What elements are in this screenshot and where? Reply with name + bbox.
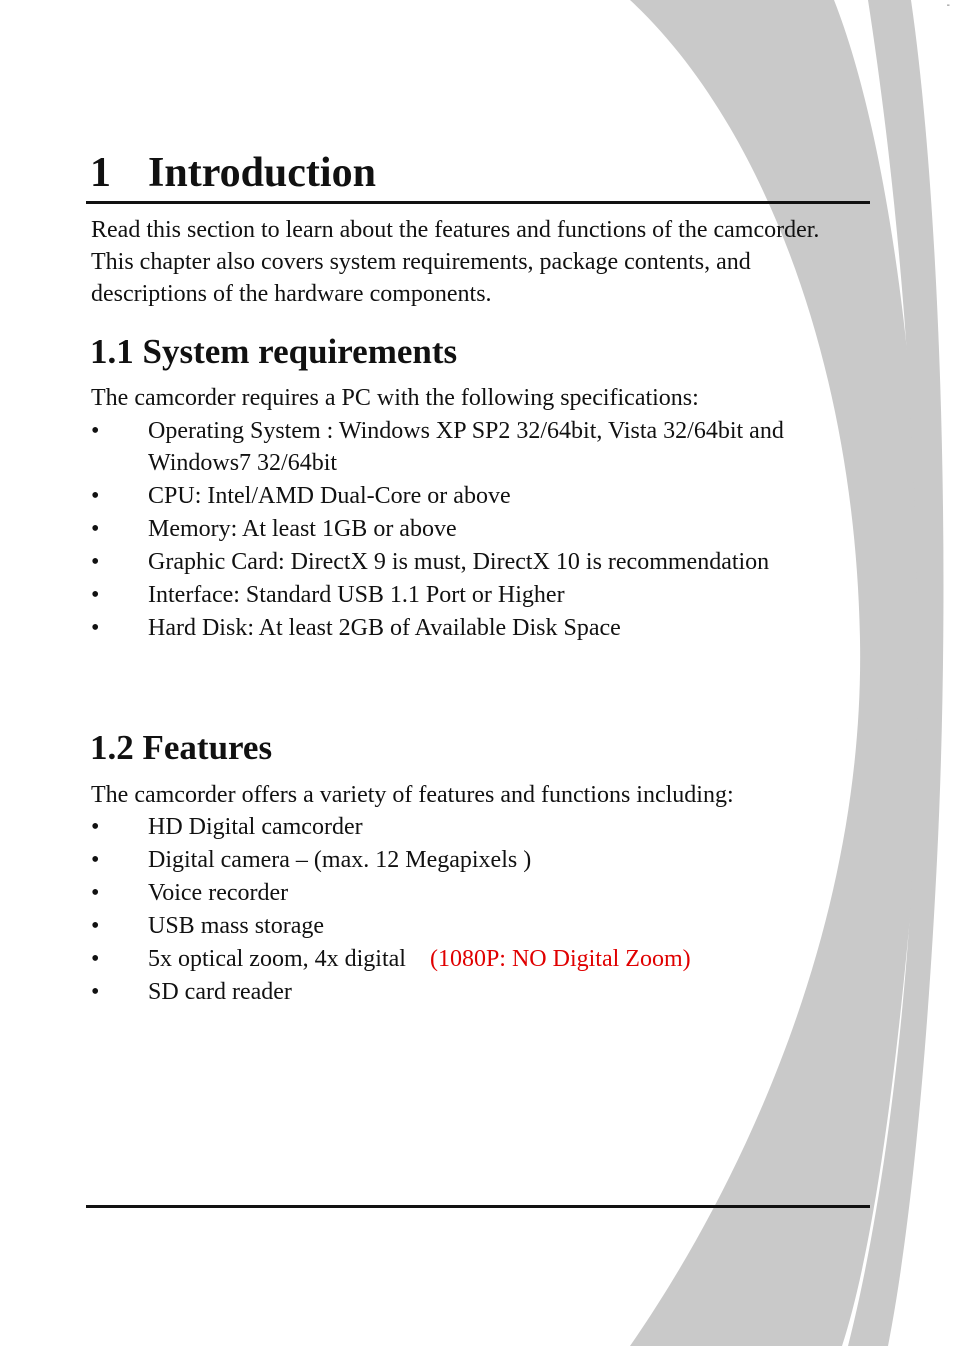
list-item <box>91 480 856 512</box>
list-item <box>91 513 856 545</box>
system-requirements-list <box>91 415 856 644</box>
chapter-intro-paragraph: Read this section to learn about the features and functions of the camcorder. This chapter also covers system requirements, package contents, and descriptions of the hardware components. <box>91 217 820 307</box>
list-item-text: Memory: At least 1GB or above <box>148 516 457 542</box>
list-item-text: HD Digital camcorder <box>148 814 363 840</box>
bullet-icon: • <box>91 847 100 873</box>
list-item <box>91 415 856 479</box>
chapter-title <box>90 148 376 198</box>
features-list <box>91 811 856 1008</box>
list-item <box>91 976 856 1008</box>
bullet-icon: • <box>91 615 100 641</box>
system-requirements-intro: The camcorder requires a PC with the following specifications: <box>91 385 699 411</box>
section-heading-system-requirements: 1.1 System requirements <box>90 332 458 371</box>
bullet-icon: • <box>91 418 100 444</box>
bullet-icon: • <box>91 946 100 972</box>
list-item-text: Digital camera – (max. 12 Megapixels ) <box>148 847 532 873</box>
title-rule <box>86 201 870 204</box>
bullet-icon: • <box>91 979 100 1005</box>
list-item-text: Hard Disk: At least 2GB of Available Disk Space <box>148 615 621 641</box>
list-item <box>91 546 856 578</box>
list-item-text: Graphic Card: DirectX 9 is must, DirectX 10 is recommendation <box>148 549 770 575</box>
list-item <box>91 943 856 975</box>
list-item-text: USB mass storage <box>148 913 324 939</box>
list-item <box>91 811 856 843</box>
footer-rule <box>86 1205 870 1208</box>
features-intro: The camcorder offers a variety of features and functions including: <box>91 782 734 808</box>
list-item <box>91 877 856 909</box>
list-item-text: SD card reader <box>148 979 292 1005</box>
bullet-icon: • <box>91 483 100 509</box>
bullet-icon: • <box>91 814 100 840</box>
chapter-number: 1 <box>90 150 111 196</box>
section-heading-features: 1.2 Features <box>90 728 273 767</box>
digital-zoom-note: (1080P: NO Digital Zoom) <box>429 946 691 972</box>
list-item-text: Voice recorder <box>148 880 289 906</box>
list-item <box>91 844 856 876</box>
list-item-text: 5x optical zoom, 4x digital <box>148 946 406 972</box>
bullet-icon: • <box>91 880 100 906</box>
list-item <box>91 612 856 644</box>
bullet-icon: • <box>91 913 100 939</box>
bullet-icon: • <box>91 549 100 575</box>
list-item-text: CPU: Intel/AMD Dual-Core or above <box>148 483 511 509</box>
list-item-text: Interface: Standard USB 1.1 Port or Higher <box>148 582 565 608</box>
list-item <box>91 579 856 611</box>
list-item-text: Operating System : Windows XP SP2 32/64bit, Vista 32/64bit and Windows7 32/64bit <box>148 418 784 476</box>
corner-mark: - <box>946 0 950 11</box>
bullet-icon: • <box>91 516 100 542</box>
chapter-title-text: Introduction <box>148 150 376 196</box>
bullet-icon: • <box>91 582 100 608</box>
list-item <box>91 910 856 942</box>
